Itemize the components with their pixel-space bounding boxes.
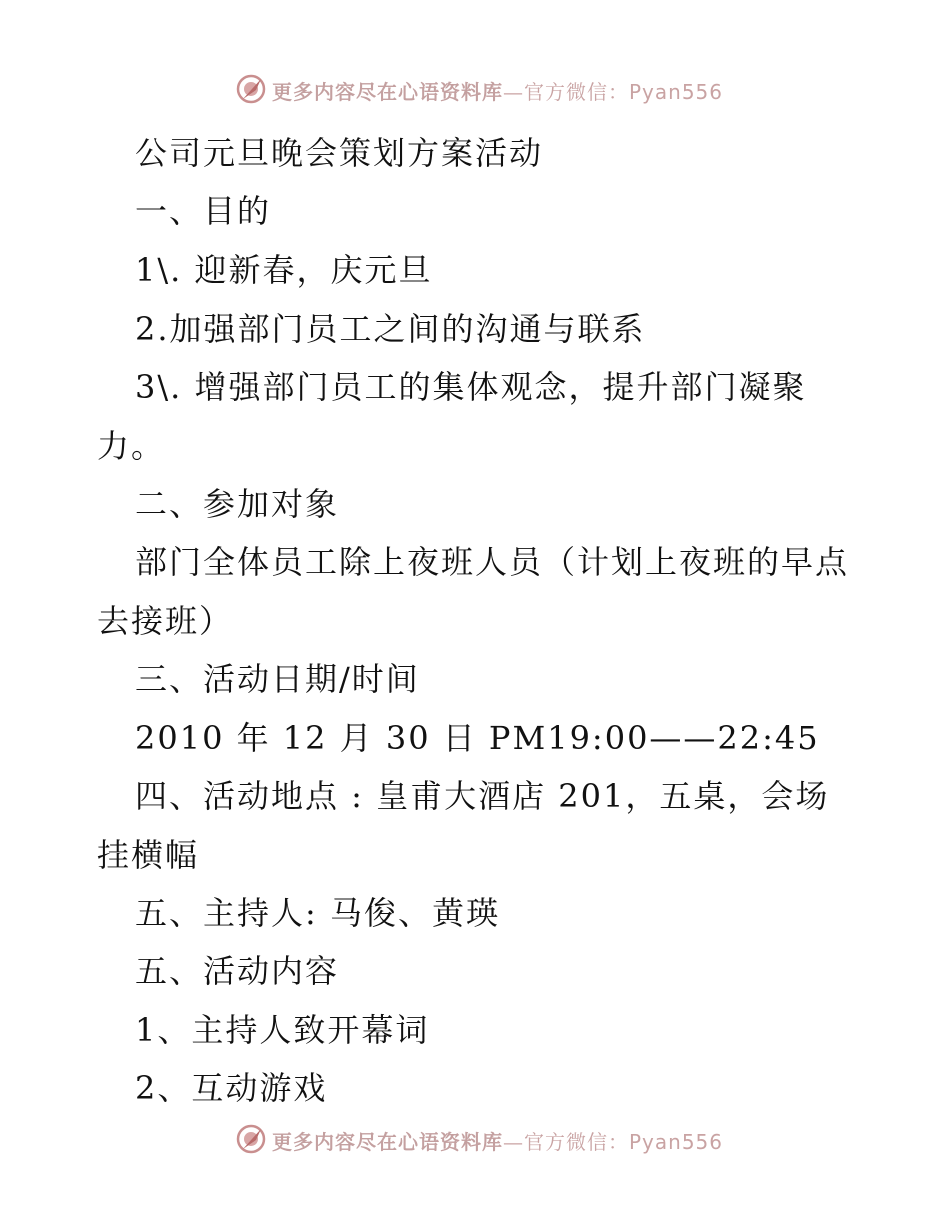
- watermark-dash: —: [503, 80, 524, 104]
- section-1-item-2: 2.加强部门员工之间的沟通与联系: [135, 310, 646, 348]
- watermark-wechat-label: 官方微信：: [524, 1130, 629, 1154]
- section-5-item-2: 2、互动游戏: [135, 1069, 328, 1107]
- watermark-footer: [0, 1120, 950, 1160]
- section-1-heading: 一、目的: [135, 192, 272, 230]
- section-3-datetime: 2010 年 12 月 30 日 PM19:00——22:45: [135, 719, 820, 757]
- section-1-item-3-cont: 力。: [97, 427, 166, 465]
- watermark-wechat-id: Pyan556: [629, 80, 724, 104]
- watermark-text: [272, 76, 723, 105]
- quill-circle-logo-icon: [234, 1122, 268, 1156]
- document-title: 公司元旦晚会策划方案活动: [135, 134, 544, 172]
- watermark-site-text: 更多内容尽在心语资料库: [272, 1130, 503, 1154]
- section-5-host: 五、主持人: 马俊、黄瑛: [135, 894, 500, 932]
- section-2-text: 部门全体员工除上夜班人员（计划上夜班的早点: [135, 543, 850, 581]
- section-2-heading: 二、参加对象: [135, 485, 340, 523]
- section-5-heading: 五、活动内容: [135, 952, 340, 990]
- watermark-wechat-id: Pyan556: [629, 1130, 724, 1154]
- section-3-heading: 三、活动日期/时间: [135, 660, 420, 698]
- watermark-site-text: 更多内容尽在心语资料库: [272, 80, 503, 104]
- watermark-wechat-label: 官方微信：: [524, 80, 629, 104]
- section-4-venue-cont: 挂横幅: [97, 836, 200, 874]
- watermark-dash: —: [503, 1130, 524, 1154]
- watermark-text: [272, 1126, 723, 1155]
- quill-circle-logo-icon: [234, 72, 268, 106]
- section-5-item-1: 1、主持人致开幕词: [135, 1011, 430, 1049]
- watermark-header: [0, 70, 950, 110]
- section-1-item-1: 1\. 迎新春，庆元旦: [135, 251, 433, 289]
- section-1-item-3: 3\. 增强部门员工的集体观念，提升部门凝聚: [135, 368, 807, 406]
- section-2-text-cont: 去接班）: [97, 602, 234, 640]
- section-4-venue: 四、活动地点 : 皇甫大酒店 201，五桌，会场: [135, 777, 830, 815]
